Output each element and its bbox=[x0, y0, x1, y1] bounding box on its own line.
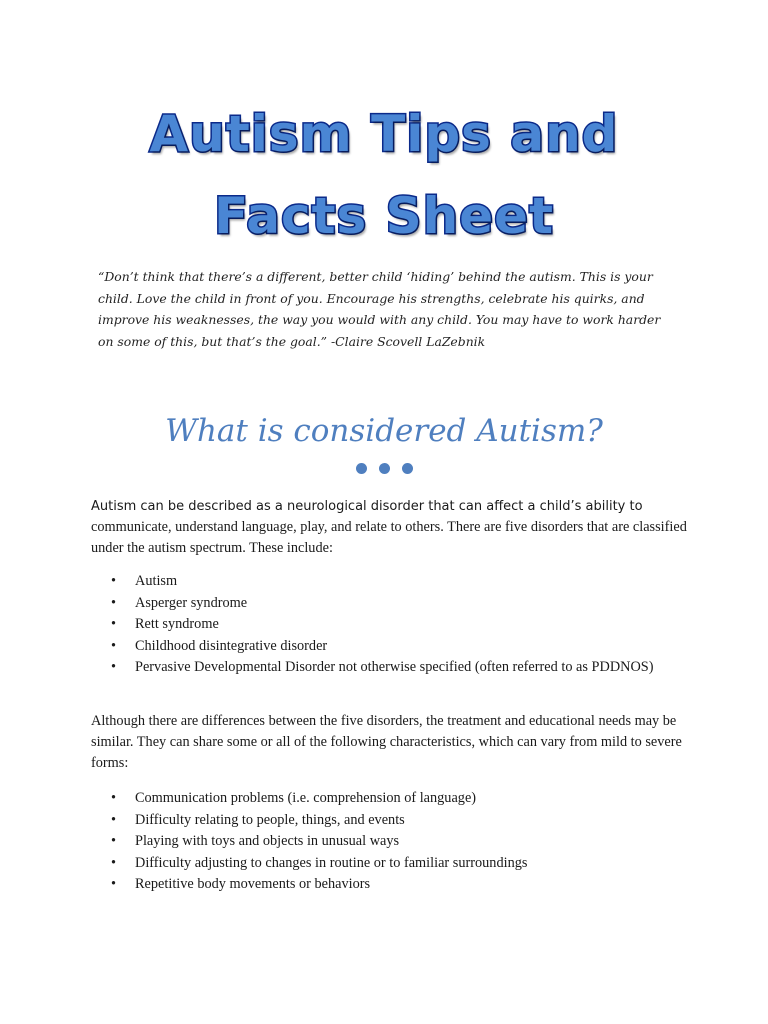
intro-paragraph bbox=[91, 496, 691, 559]
list-item bbox=[91, 788, 691, 810]
divider-dot bbox=[379, 463, 390, 474]
list-item bbox=[91, 874, 691, 896]
list-item-text: Difficulty relating to people, things, and events bbox=[135, 811, 405, 828]
bullet-icon: • bbox=[111, 854, 117, 871]
quote-author: -Claire Scovell LaZebnik bbox=[330, 333, 486, 349]
list-item-text: Communication problems (i.e. comprehension of language) bbox=[135, 790, 477, 806]
list-item bbox=[91, 636, 691, 658]
bullet-icon: • bbox=[111, 594, 117, 611]
list-item bbox=[91, 614, 691, 636]
list-item bbox=[91, 571, 691, 593]
bullet-icon: • bbox=[111, 616, 117, 633]
list-item bbox=[91, 831, 691, 853]
section-heading: What is considered Autism? bbox=[165, 413, 603, 449]
list-item-text: Difficulty adjusting to changes in routine or to familiar surroundings bbox=[135, 854, 528, 871]
list-item-text: Rett syndrome bbox=[135, 616, 219, 633]
list-item-text: Pervasive Developmental Disorder not otherwise specified (often referred to as PDDNOS) bbox=[135, 659, 654, 676]
bullet-icon: • bbox=[111, 833, 117, 850]
list-item bbox=[91, 657, 691, 679]
bullet-icon: • bbox=[111, 876, 117, 893]
list-item-text: Childhood disintegrative disorder bbox=[135, 637, 328, 654]
intro-rest-text: communicate, understand language, play, and relate to others. There are five disorders that are classified under the autism spectrum. These include: bbox=[91, 519, 687, 556]
bullet-icon: • bbox=[111, 637, 117, 654]
list-item-text: Asperger syndrome bbox=[135, 594, 248, 611]
quote-text: “Don’t think that there’s a different, better child ‘hiding’ behind the autism. This is your child. Love the child in front of you. Encourage his strengths, celebrate his quirks, and improve his weaknesses, the way you would with any child. You may have to work harder on some of this, but that’s the goal.” bbox=[98, 269, 661, 349]
list-item-text: Repetitive body movements or behaviors bbox=[135, 876, 371, 893]
bullet-icon: • bbox=[111, 790, 117, 806]
characteristics-list bbox=[91, 788, 691, 896]
title-line-2: Facts Sheet bbox=[213, 187, 554, 245]
quote-block bbox=[98, 266, 678, 352]
bullet-icon: • bbox=[111, 811, 117, 828]
disorders-list bbox=[91, 571, 691, 679]
characteristics-paragraph: Although there are differences between the five disorders, the treatment and educational needs may be similar. They can share some or all of the following characteristics, which can vary from mild to severe forms: bbox=[91, 713, 682, 771]
list-item-text: Autism bbox=[135, 573, 178, 589]
list-item bbox=[91, 853, 691, 875]
divider-dot bbox=[356, 463, 367, 474]
list-item bbox=[91, 593, 691, 615]
intro-lead-text: Autism can be described as a neurological disorder that can affect a child’s ability to bbox=[91, 499, 643, 514]
title-line-1: Autism Tips and bbox=[149, 105, 619, 163]
list-item bbox=[91, 810, 691, 832]
bullet-icon: • bbox=[111, 659, 117, 676]
divider-dot bbox=[402, 463, 413, 474]
list-item-text: Playing with toys and objects in unusual ways bbox=[135, 833, 400, 850]
bullet-icon: • bbox=[111, 573, 117, 589]
heading-divider-dots bbox=[0, 461, 768, 477]
